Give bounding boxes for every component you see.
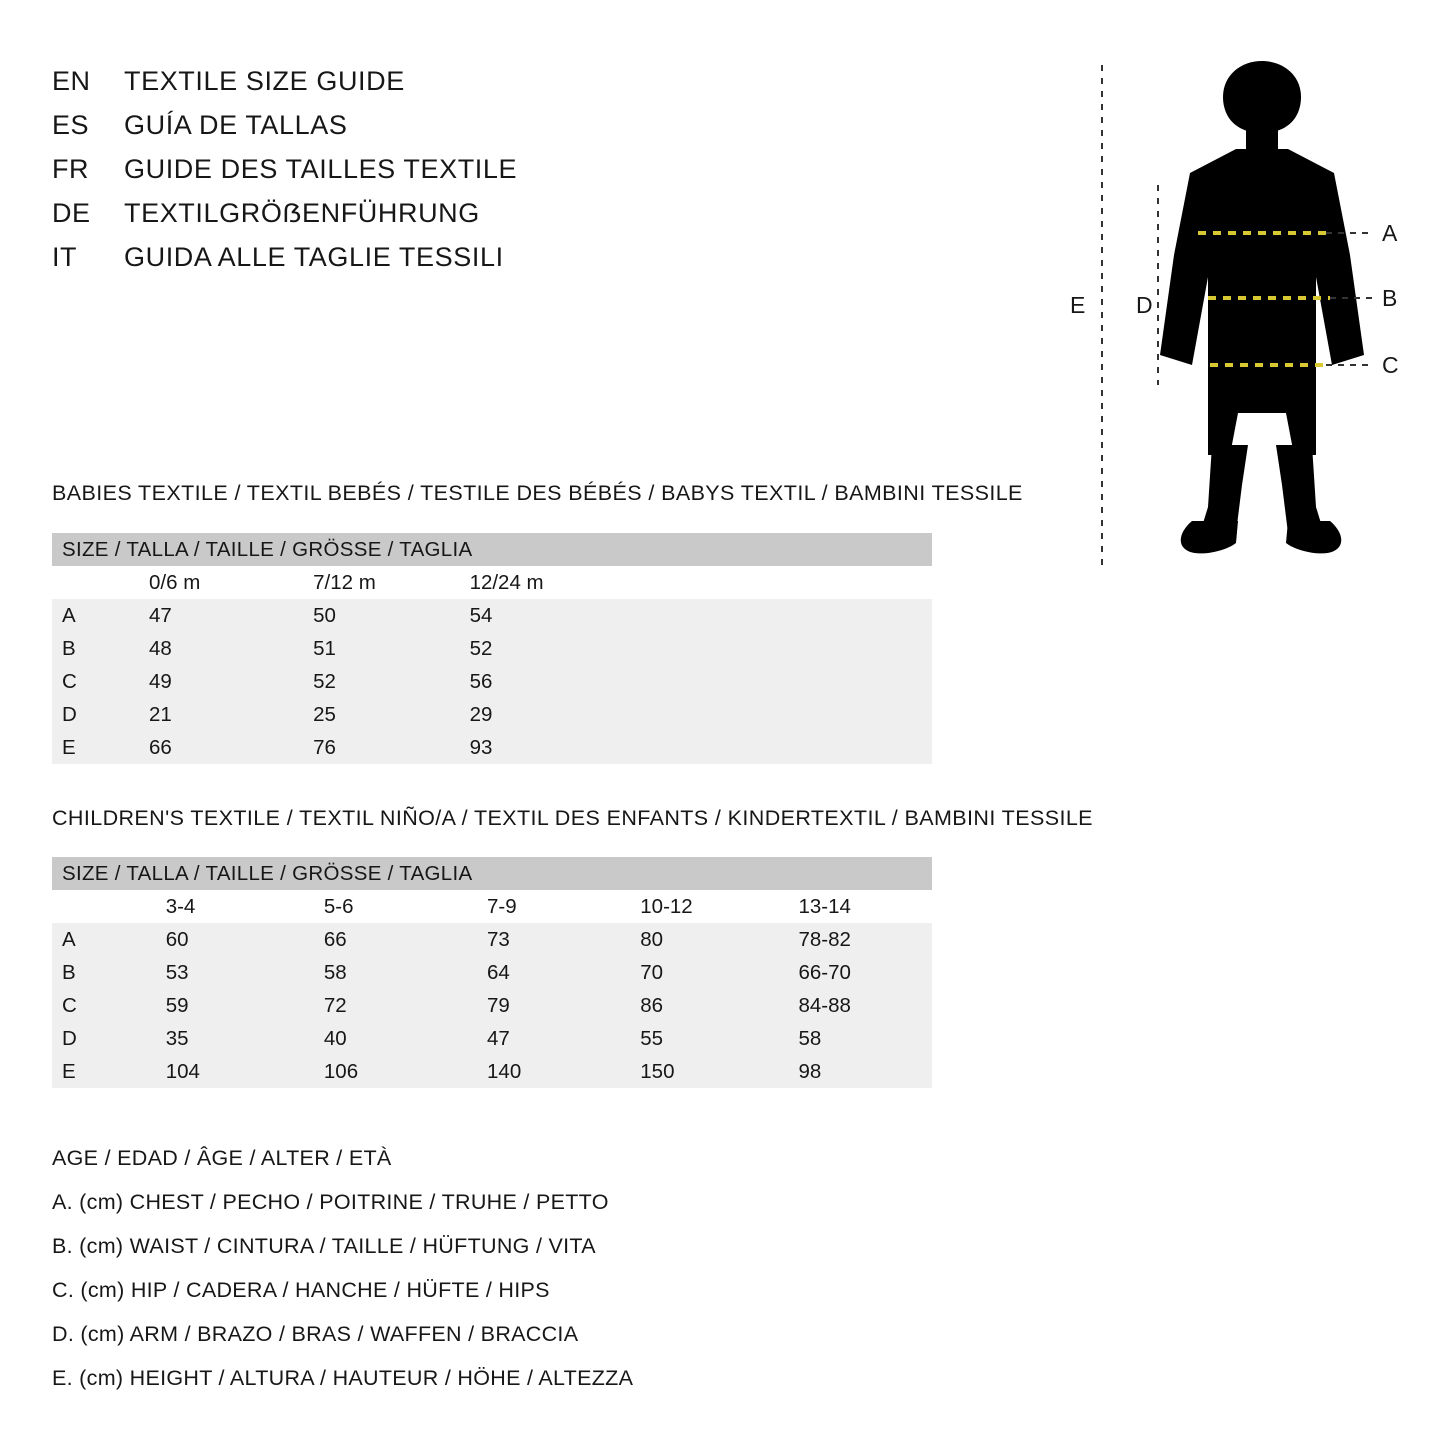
cell-value: 64 <box>487 956 640 989</box>
cell-value: 70 <box>640 956 798 989</box>
title-lang-code: FR <box>52 154 89 184</box>
figure-label-c: C <box>1382 352 1399 378</box>
row-label: D <box>52 1022 166 1055</box>
row-label: A <box>52 923 166 956</box>
cell-value: 84-88 <box>798 989 932 1022</box>
title-lang-code: ES <box>52 110 90 140</box>
title-row <box>52 110 517 154</box>
table-header-row <box>52 857 932 890</box>
title-text: GUÍA DE TALLAS <box>124 110 348 140</box>
table-column-row <box>52 890 932 923</box>
title-text: TEXTILE SIZE GUIDE <box>124 66 405 96</box>
cell-value: 58 <box>798 1022 932 1055</box>
cell-value: 72 <box>324 989 487 1022</box>
size-header-cell: SIZE / TALLA / TAILLE / GRÖSSE / TAGLIA <box>52 857 932 890</box>
title-row <box>52 198 517 242</box>
column-header: 5-6 <box>324 890 487 923</box>
cell-value: 35 <box>166 1022 324 1055</box>
legend-block <box>52 1136 633 1400</box>
table-row <box>52 698 932 731</box>
cell-value: 73 <box>487 923 640 956</box>
cell-value: 140 <box>487 1055 640 1088</box>
figure-label-e: E <box>1070 292 1086 318</box>
column-header: 13-14 <box>798 890 932 923</box>
row-label: E <box>52 731 149 764</box>
title-text: TEXTILGRÖẞENFÜHRUNG <box>124 198 480 228</box>
babies-section-heading: BABIES TEXTILE / TEXTIL BEBÉS / TESTILE DES BÉBÉS / BABYS TEXTIL / BAMBINI TESSILE <box>52 481 1023 505</box>
legend-line-height: E. (cm) HEIGHT / ALTURA / HAUTEUR / HÖHE / ALTEZZA <box>52 1366 634 1390</box>
cell-value: 56 <box>470 665 932 698</box>
title-text: GUIDE DES TAILLES TEXTILE <box>124 154 518 184</box>
cell-value: 78-82 <box>798 923 932 956</box>
table-row <box>52 923 932 956</box>
legend-line-waist: B. (cm) WAIST / CINTURA / TAILLE / HÜFTUNG / VITA <box>52 1234 596 1258</box>
row-label: C <box>52 989 166 1022</box>
cell-value: 93 <box>470 731 932 764</box>
empty-corner-cell <box>52 566 149 599</box>
legend-line-chest: A. (cm) CHEST / PECHO / POITRINE / TRUHE / PETTO <box>52 1190 609 1214</box>
size-header-cell: SIZE / TALLA / TAILLE / GRÖSSE / TAGLIA <box>52 533 932 566</box>
table-column-row <box>52 566 932 599</box>
cell-value: 86 <box>640 989 798 1022</box>
table-row <box>52 989 932 1022</box>
table-row <box>52 1022 932 1055</box>
cell-value: 25 <box>313 698 469 731</box>
table-row <box>52 599 932 632</box>
row-label: D <box>52 698 149 731</box>
column-header: 3-4 <box>166 890 324 923</box>
figure-label-d: D <box>1136 292 1153 318</box>
title-lang-code: IT <box>52 242 77 272</box>
cell-value: 49 <box>149 665 313 698</box>
cell-value: 79 <box>487 989 640 1022</box>
babies-size-table <box>52 533 932 764</box>
column-header: 7/12 m <box>313 566 469 599</box>
title-row <box>52 66 517 110</box>
row-label: B <box>52 632 149 665</box>
cell-value: 50 <box>313 599 469 632</box>
child-silhouette-icon <box>1160 61 1364 553</box>
figure-label-a: A <box>1382 220 1398 246</box>
table-header-row <box>52 533 932 566</box>
cell-value: 52 <box>470 632 932 665</box>
column-header: 0/6 m <box>149 566 313 599</box>
legend-line-age: AGE / EDAD / ÂGE / ALTER / ETÀ <box>52 1146 392 1170</box>
cell-value: 58 <box>324 956 487 989</box>
children-section-heading: CHILDREN'S TEXTILE / TEXTIL NIÑO/A / TEXTIL DES ENFANTS / KINDERTEXTIL / BAMBINI TESSILE <box>52 806 1093 830</box>
row-label: C <box>52 665 149 698</box>
cell-value: 104 <box>166 1055 324 1088</box>
table-row <box>52 731 932 764</box>
cell-value: 47 <box>487 1022 640 1055</box>
table-row <box>52 665 932 698</box>
cell-value: 80 <box>640 923 798 956</box>
title-row <box>52 154 517 198</box>
table-row <box>52 956 932 989</box>
measurement-figure <box>1040 55 1430 575</box>
cell-value: 53 <box>166 956 324 989</box>
figure-label-b: B <box>1382 285 1398 311</box>
column-header: 10-12 <box>640 890 798 923</box>
cell-value: 66 <box>324 923 487 956</box>
cell-value: 52 <box>313 665 469 698</box>
cell-value: 48 <box>149 632 313 665</box>
empty-corner-cell <box>52 890 166 923</box>
cell-value: 54 <box>470 599 932 632</box>
cell-value: 76 <box>313 731 469 764</box>
row-label: A <box>52 599 149 632</box>
cell-value: 40 <box>324 1022 487 1055</box>
cell-value: 51 <box>313 632 469 665</box>
column-header: 7-9 <box>487 890 640 923</box>
title-lang-code: EN <box>52 66 91 96</box>
cell-value: 66-70 <box>798 956 932 989</box>
title-row <box>52 242 517 286</box>
legend-line-hip: C. (cm) HIP / CADERA / HANCHE / HÜFTE / HIPS <box>52 1278 550 1302</box>
legend-line-arm: D. (cm) ARM / BRAZO / BRAS / WAFFEN / BRACCIA <box>52 1322 579 1346</box>
cell-value: 59 <box>166 989 324 1022</box>
title-text: GUIDA ALLE TAGLIE TESSILI <box>124 242 504 272</box>
table-row <box>52 1055 932 1088</box>
cell-value: 21 <box>149 698 313 731</box>
column-header: 12/24 m <box>470 566 932 599</box>
cell-value: 55 <box>640 1022 798 1055</box>
cell-value: 106 <box>324 1055 487 1088</box>
row-label: B <box>52 956 166 989</box>
table-row <box>52 632 932 665</box>
cell-value: 98 <box>798 1055 932 1088</box>
cell-value: 60 <box>166 923 324 956</box>
row-label: E <box>52 1055 166 1088</box>
cell-value: 29 <box>470 698 932 731</box>
title-lang-code: DE <box>52 198 91 228</box>
cell-value: 150 <box>640 1055 798 1088</box>
cell-value: 66 <box>149 731 313 764</box>
title-block <box>52 66 517 286</box>
cell-value: 47 <box>149 599 313 632</box>
children-size-table <box>52 857 932 1088</box>
